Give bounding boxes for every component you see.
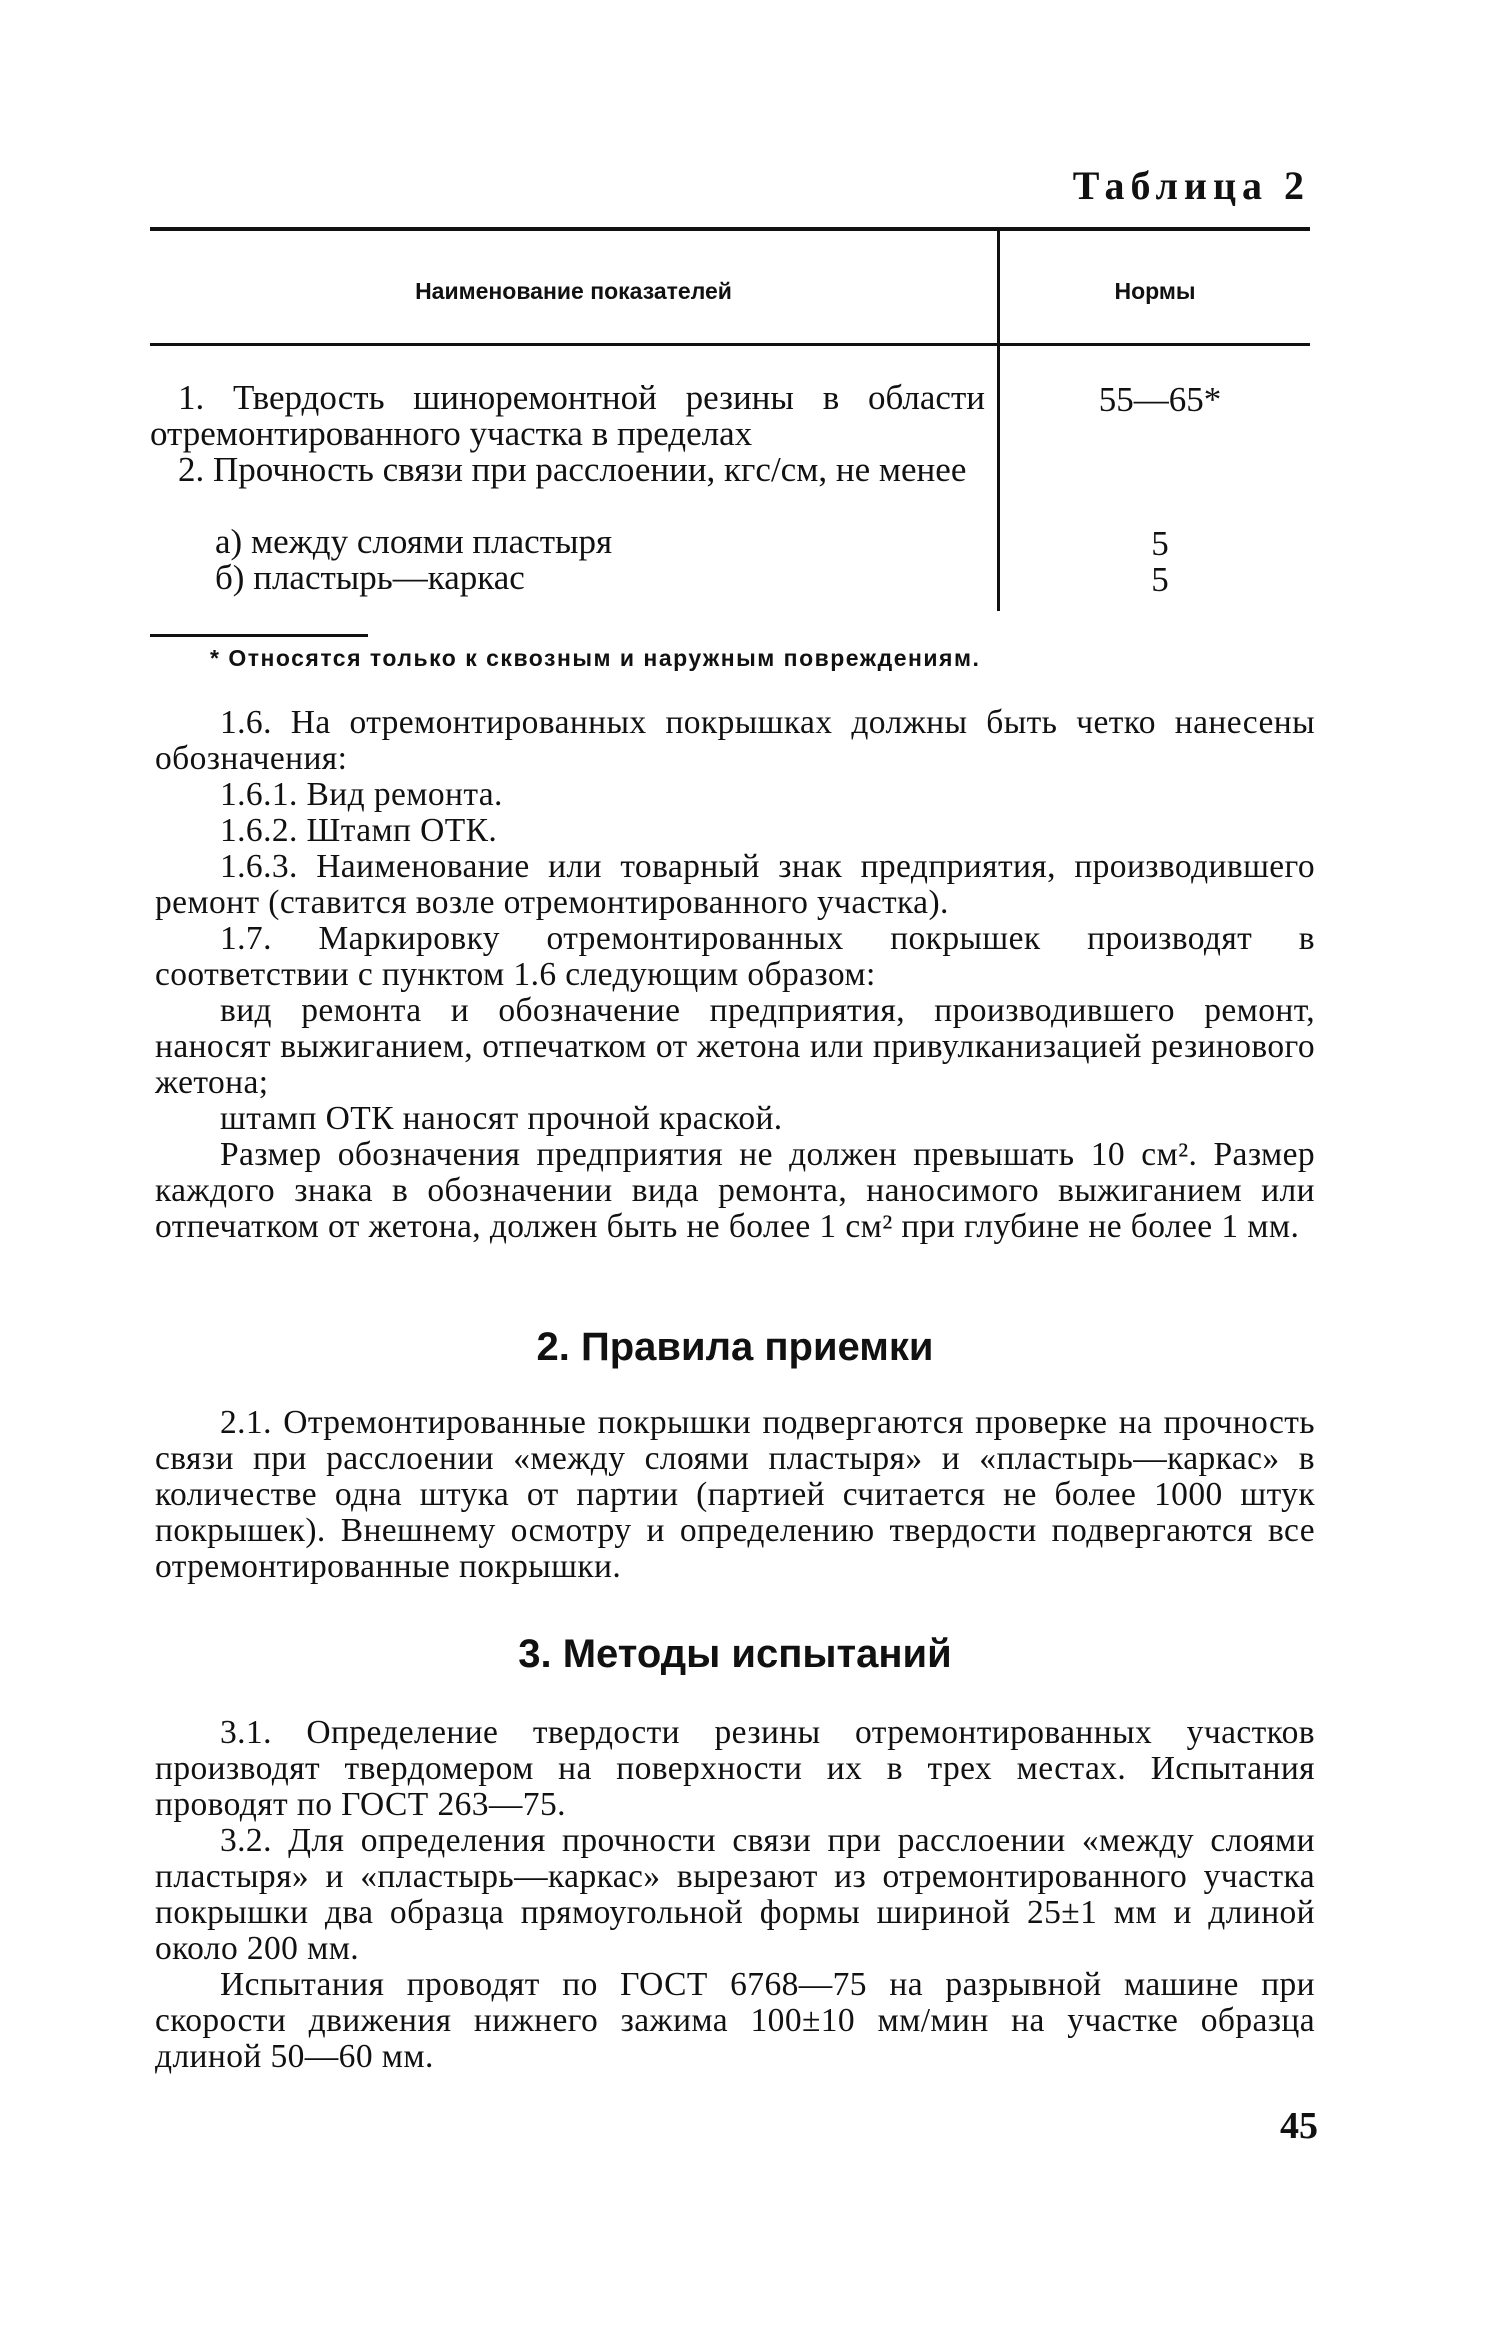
section3-heading: 3. Методы испытаний [518, 1632, 952, 1676]
paragraph-1-6-3: 1.6.3. Наименование или товарный знак предприятия, производившего ремонт (ставится возле отремонтированного участка). [155, 848, 1315, 921]
section1-text [155, 705, 1315, 1245]
section3-text [155, 1715, 1315, 2075]
table-header-rule [150, 343, 1310, 346]
paragraph-3-1: 3.1. Определение твердости резины отремонтированных участков производят твердомером на поверхности их в трех местах. Испытания проводят по ГОСТ 263—75. [155, 1714, 1315, 1823]
table-row-4-name: б) пластырь—каркас [215, 558, 525, 597]
footnote-rule [150, 634, 368, 637]
table-caption: Таблица 2 [1072, 163, 1310, 208]
paragraph-3-2: 3.2. Для определения прочности связи при расслоении «между слоями пластыря» и «пластырь—каркас» вырезают из отремонтированного участка покрышки два образца прямоугольной формы шириной 25±1 мм и длиной около 200 мм. [155, 1822, 1315, 1967]
table-row-2-name: 2. Прочность связи при расслоении, кгс/см, не менее [178, 450, 967, 489]
table-row-3-norm: 5 [1151, 524, 1169, 563]
table-top-rule [150, 227, 1310, 231]
paragraph-2-1: 2.1. Отремонтированные покрышки подвергаются проверке на прочность связи при расслоении «между слоями пластыря» и «пластырь—каркас» в количестве одна штука от партии (партией считается не более 1000 штук покрышек). Внешнему осмотру и определению твердости подвергаются все отремонтированные покрышки. [155, 1404, 1315, 1585]
paragraph-1-6-2: 1.6.2. Штамп ОТК. [220, 812, 498, 849]
section2-heading: 2. Правила приемки [536, 1325, 934, 1369]
table-footnote: * Относятся только к сквозным и наружным повреждениям. [210, 645, 981, 671]
paragraph-otk-stamp: штамп ОТК наносят прочной краской. [220, 1100, 783, 1137]
table-row-3-name: а) между слоями пластыря [215, 522, 613, 561]
paragraph-size-limits: Размер обозначения предприятия не должен превышать 10 см². Размер каждого знака в обозначении вида ремонта, наносимого выжиганием или отпечатком от жетона, должен быть не более 1 см² при глубине не более 1 мм. [155, 1136, 1315, 1245]
page-number: 45 [1280, 2105, 1318, 2147]
table-header-name: Наименование показателей [415, 278, 732, 304]
table-row-4-norm: 5 [1151, 560, 1169, 599]
paragraph-1-7: 1.7. Маркировку отремонтированных покрышек производят в соответствии с пунктом 1.6 следующим образом: [155, 920, 1315, 993]
paragraph-3-2-testing: Испытания проводят по ГОСТ 6768—75 на разрывной машине при скорости движения нижнего зажима 100±10 мм/мин на участке образца длиной 50—60 мм. [155, 1966, 1315, 2075]
table-row-1-norm: 55—65* [1098, 380, 1222, 419]
section2-text [155, 1405, 1315, 1585]
paragraph-marking-method: вид ремонта и обозначение предприятия, производившего ремонт, наносят выжиганием, отпечатком от жетона или привулканизацией резинового жетона; [155, 992, 1315, 1101]
table-header-norms: Нормы [1114, 278, 1196, 304]
paragraph-1-6: 1.6. На отремонтированных покрышках должны быть четко нанесены обозначения: [155, 704, 1315, 777]
paragraph-1-6-1: 1.6.1. Вид ремонта. [220, 776, 503, 813]
table-row-1-name: 1. Твердость шиноремонтной резины в области отремонтированного участка в пределах [150, 378, 985, 453]
